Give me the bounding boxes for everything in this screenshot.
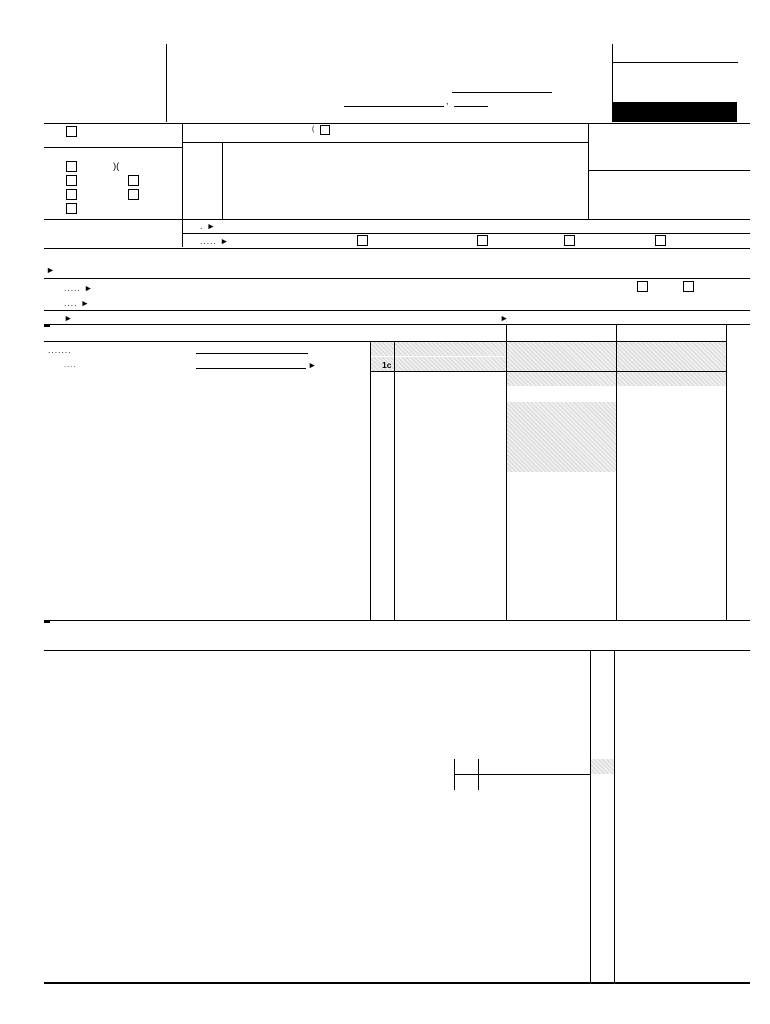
subsidiary-yes-checkbox[interactable] xyxy=(637,281,648,292)
408a-checkbox[interactable] xyxy=(66,189,77,200)
501c-trust-checkbox[interactable] xyxy=(477,235,488,246)
529a-checkbox[interactable] xyxy=(66,203,77,214)
name-changed-checkbox[interactable] xyxy=(320,125,330,135)
220e-checkbox[interactable] xyxy=(128,175,139,186)
530a-checkbox[interactable] xyxy=(128,189,139,200)
group-exemption-label: . ► xyxy=(200,221,217,231)
books-care-label: ► xyxy=(64,313,73,323)
501c-checkbox[interactable] xyxy=(66,161,77,172)
line-1a: ....... xyxy=(48,345,72,355)
subsidiary-question: ..... ► xyxy=(64,283,94,293)
public-inspection-notice xyxy=(613,102,737,122)
part-2-label xyxy=(44,621,50,623)
408e-checkbox[interactable] xyxy=(66,175,77,186)
501c-corp-checkbox[interactable] xyxy=(357,235,368,246)
parent-corp-label: .... ► xyxy=(64,298,91,308)
other-trust-checkbox[interactable] xyxy=(655,235,666,246)
401a-trust-checkbox[interactable] xyxy=(564,235,575,246)
telephone-label: ► xyxy=(500,313,509,323)
line-1c: ► xyxy=(308,360,317,370)
line-1b: .... xyxy=(64,360,77,369)
part-1-label xyxy=(44,325,50,327)
subsidiary-no-checkbox[interactable] xyxy=(683,281,694,292)
org-type-label: ..... ► xyxy=(200,236,230,246)
address-changed-checkbox[interactable] xyxy=(66,126,77,137)
